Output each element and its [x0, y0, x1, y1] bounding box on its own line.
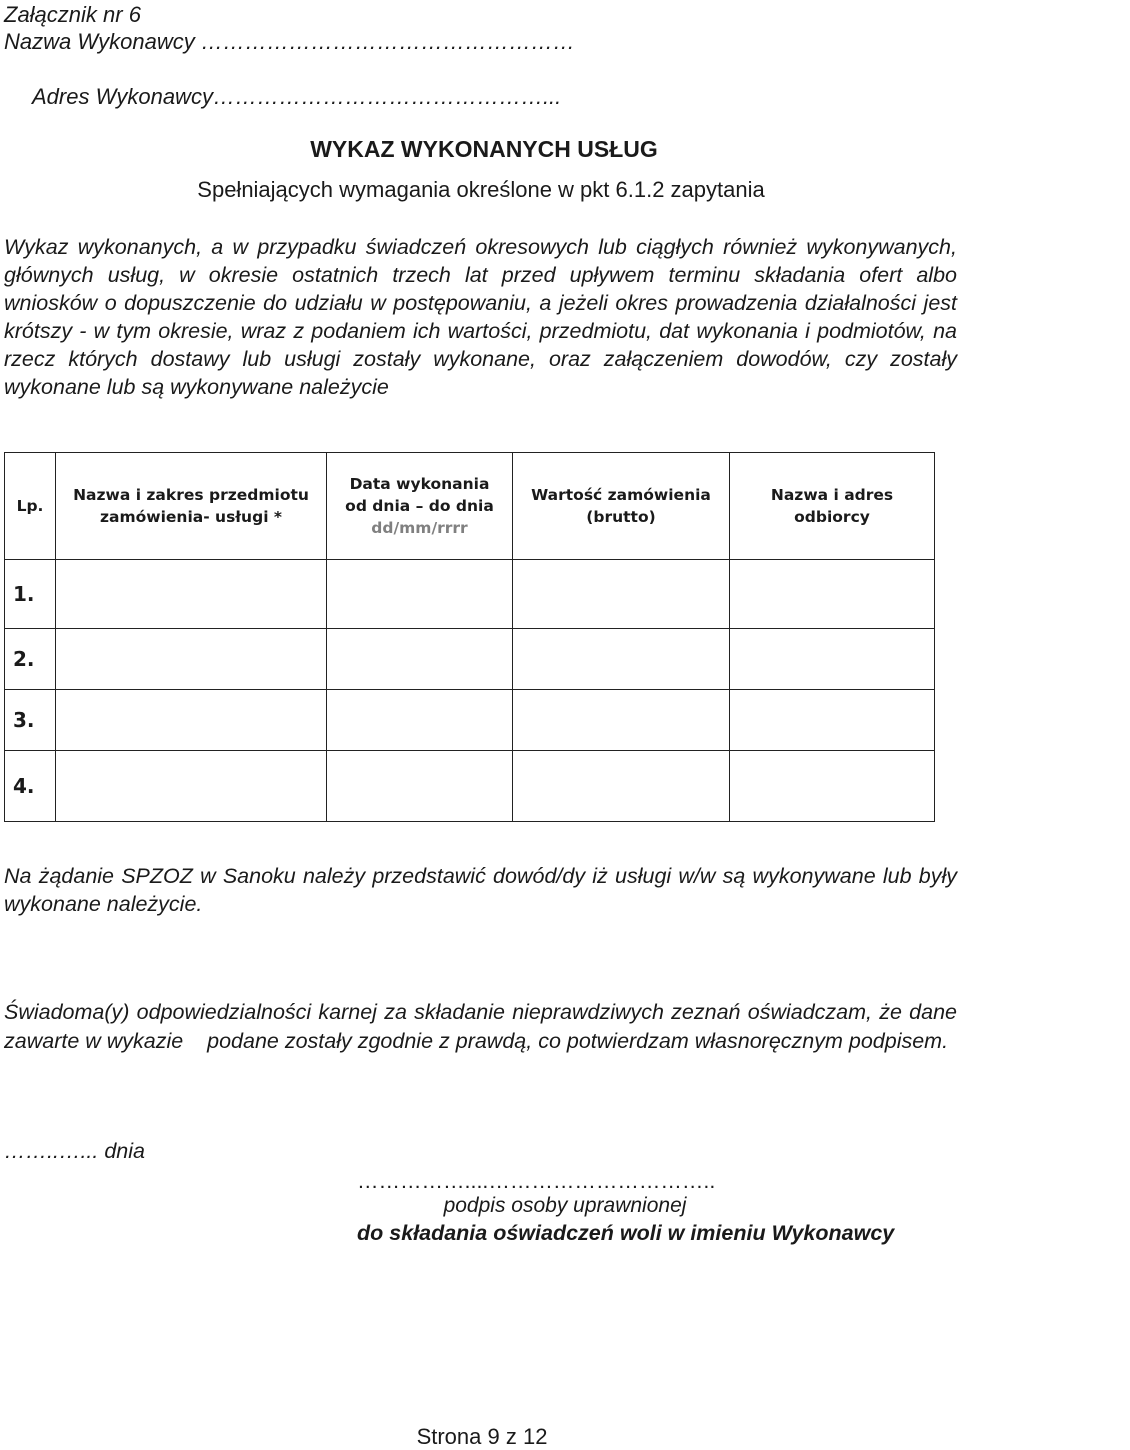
table-header-row: [5, 453, 935, 560]
services-table: [4, 452, 935, 822]
cell-date[interactable]: [327, 629, 513, 690]
date-line: ……..…... dnia: [4, 1139, 145, 1163]
row-number: 3.: [5, 690, 56, 751]
header-value: [513, 453, 730, 560]
attachment-label: Załącznik nr 6: [4, 2, 141, 27]
header-date-line2: od dnia – do dnia: [345, 497, 494, 515]
table-row: [5, 751, 935, 822]
cell-value[interactable]: [513, 629, 730, 690]
header-subject-line2: zamówienia- usługi *: [99, 508, 283, 526]
cell-date[interactable]: [327, 751, 513, 822]
header-value-line2: (brutto): [586, 508, 656, 526]
cell-recipient[interactable]: [730, 629, 935, 690]
contractor-name-line: Nazwa Wykonawcy ……………………………………………: [4, 29, 575, 54]
signature-sublabel: do składania oświadczeń woli w imieniu Wykonawcy: [357, 1221, 895, 1245]
document-title: WYKAZ WYKONANYCH USŁUG: [310, 136, 658, 162]
header-subject: [56, 453, 327, 560]
cell-recipient[interactable]: [730, 690, 935, 751]
cell-subject[interactable]: [56, 690, 327, 751]
cell-date[interactable]: [327, 560, 513, 629]
cell-value[interactable]: [513, 560, 730, 629]
header-recipient-line1: Nazwa i adres: [770, 486, 894, 504]
contractor-address-line: Adres Wykonawcy………………………………………...: [32, 84, 562, 109]
header-lp-text: Lp.: [16, 497, 44, 515]
table-row: [5, 560, 935, 629]
table-row: [5, 690, 935, 751]
header-recipient-line2: odbiorcy: [794, 508, 870, 526]
row-number: 2.: [5, 629, 56, 690]
document-subtitle: Spełniających wymagania określone w pkt 6.1.2 zapytania: [197, 177, 765, 202]
cell-date[interactable]: [327, 690, 513, 751]
cell-subject[interactable]: [56, 560, 327, 629]
header-recipient: [730, 453, 935, 560]
cell-recipient[interactable]: [730, 560, 935, 629]
cell-subject[interactable]: [56, 751, 327, 822]
header-date-line1: Data wykonania: [349, 475, 490, 493]
header-lp: [5, 453, 56, 560]
row-number: 1.: [5, 560, 56, 629]
header-date: [327, 453, 513, 560]
table-row: [5, 629, 935, 690]
cell-value[interactable]: [513, 690, 730, 751]
header-subject-line1: Nazwa i zakres przedmiotu: [73, 486, 309, 504]
cell-recipient[interactable]: [730, 751, 935, 822]
awareness-statement: Świadoma(y) odpowiedzialności karnej za składanie nieprawdziwych zeznań oświadczam, że dane zawarte w wykazie podane zostały zgodnie z prawdą, co potwierdzam własnoręcznym podpisem.: [4, 1000, 963, 1053]
request-note: Na żądanie SPZOZ w Sanoku należy przedstawić dowód/dy iż usługi w/w są wykonywane lub były wykonane należycie.: [4, 864, 957, 916]
row-number: 4.: [5, 751, 56, 822]
signature-label: podpis osoby uprawnionej: [443, 1194, 687, 1217]
intro-paragraph: Wykaz wykonanych, a w przypadku świadczeń okresowych lub ciągłych również wykonywanych, głównych usług, w okresie ostatnich trzech lat przed upływem terminu składania ofert albo wniosków o dopuszczenie do udziału w postępowaniu, a jeżeli okres prowadzenia działalności jest krótszy - w tym okresie, wraz z podaniem ich wartości, przedmiotu, dat wykonania i podmiotów, na rzecz których dostawy lub usługi zostały wykonane, oraz załączeniem dowodów, czy zostały wykonane lub są wykonywane należycie: [4, 235, 957, 399]
cell-value[interactable]: [513, 751, 730, 822]
header-value-line1: Wartość zamówienia: [531, 486, 711, 504]
signature-dots: ……………....…………………………..: [357, 1169, 716, 1193]
header-date-format: dd/mm/rrrr: [371, 519, 468, 537]
page-number: Strona 9 z 12: [416, 1424, 548, 1449]
cell-subject[interactable]: [56, 629, 327, 690]
